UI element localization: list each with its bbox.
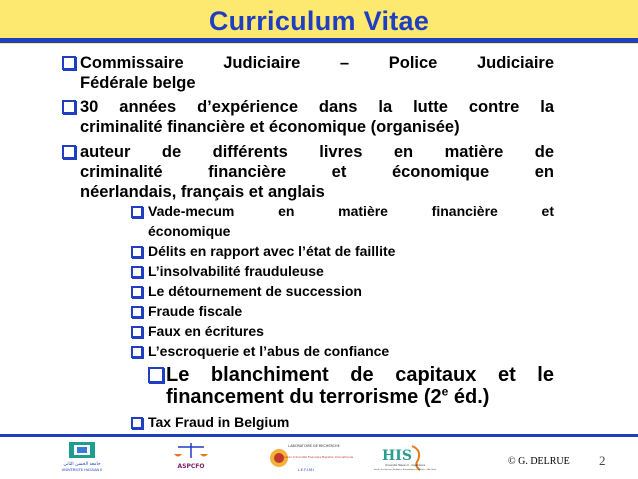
book-line: Fraude fiscale xyxy=(148,303,243,319)
checkbox-bullet-icon xyxy=(131,286,143,298)
book-item xyxy=(148,202,554,241)
book-item xyxy=(148,342,554,362)
checkbox-bullet-icon xyxy=(148,367,164,383)
bullet-line: criminalité financière et économique en xyxy=(80,163,554,181)
book-line: Délits en rapport avec l’état de faillite xyxy=(148,243,396,259)
slide-title: Curriculum Vitae xyxy=(208,6,430,36)
bullet-line: Commissaire Judiciaire – Police Judiciaire xyxy=(80,54,554,72)
book-item xyxy=(148,302,554,322)
checkbox-bullet-icon xyxy=(62,56,76,70)
checkbox-bullet-icon xyxy=(131,346,143,358)
bullet-line: 30 années d’expérience dans la lutte contre la xyxy=(80,98,554,116)
bullet-item xyxy=(80,53,554,93)
svg-text:LABORATOIRE DE RECHERCHE: LABORATOIRE DE RECHERCHE xyxy=(288,444,340,448)
book-item xyxy=(148,282,554,302)
checkbox-bullet-icon xyxy=(131,306,143,318)
checkbox-bullet-icon xyxy=(62,100,76,114)
title-band xyxy=(0,0,638,44)
book-line: Le détournement de succession xyxy=(148,283,362,299)
book-item xyxy=(148,262,554,282)
svg-text:جامعة الحسن الثاني: جامعة الحسن الثاني xyxy=(63,462,101,467)
copyright-text: © G. DELRUE xyxy=(508,456,570,467)
book-line: Le blanchiment de capitaux et le xyxy=(166,364,554,386)
checkbox-bullet-icon xyxy=(131,266,143,278)
bullet-line: auteur de différents livres en matière de xyxy=(80,143,554,161)
footer xyxy=(0,434,638,479)
book-line: Faux en écritures xyxy=(148,323,264,339)
svg-text:HIS: HIS xyxy=(382,448,412,464)
book-line: économique xyxy=(148,222,231,239)
book-line: Tax Fraud in Belgium xyxy=(148,414,290,430)
svg-text:UNIVERSITE HASSAN II: UNIVERSITE HASSAN II xyxy=(61,468,103,472)
bullet-item xyxy=(80,97,554,137)
page-number: 2 xyxy=(599,453,606,468)
checkbox-bullet-icon xyxy=(131,246,143,258)
laboratoire-lefimi-logo xyxy=(266,440,354,474)
checkbox-bullet-icon xyxy=(131,326,143,338)
book-item xyxy=(148,413,554,433)
svg-text:Faculté des Sciences Juridique: Faculté des Sciences Juridiques, Economiques et Sociales – Ain Chock xyxy=(373,469,437,471)
book-line: L’escroquerie et l’abus de confiance xyxy=(148,343,390,359)
checkbox-bullet-icon xyxy=(62,145,76,159)
bullet-item xyxy=(80,142,554,202)
bullet-line: criminalité financière et économique (organisée) xyxy=(80,118,460,136)
svg-text:Formation Criminalité Financiè: Formation Criminalité Financière Migration Internationale xyxy=(278,456,354,459)
title-underline xyxy=(0,38,638,43)
svg-text:ASPCFO: ASPCFO xyxy=(177,463,205,470)
book-line: Vade-mecum en matière financière et xyxy=(148,203,554,219)
book-line: L’insolvabilité frauduleuse xyxy=(148,263,324,279)
book-item xyxy=(148,322,554,342)
scales-justice-logo xyxy=(166,440,216,474)
university-hassan-ii-logo xyxy=(60,440,104,474)
book-item-featured xyxy=(166,364,554,408)
bullet-line: Fédérale belge xyxy=(80,74,196,92)
bullet-line: néerlandais, français et anglais xyxy=(80,183,325,201)
footer-divider xyxy=(0,434,638,437)
svg-text:Université Hassan II – Casabla: Université Hassan II – Casablanca xyxy=(384,464,426,467)
his-logo xyxy=(373,440,437,474)
checkbox-bullet-icon xyxy=(131,206,143,218)
svg-text:L.E.F.I.M.I: L.E.F.I.M.I xyxy=(297,468,315,472)
book-line: financement du terrorisme (2e éd.) xyxy=(166,384,490,408)
book-item xyxy=(148,242,554,262)
checkbox-bullet-icon xyxy=(131,417,143,429)
